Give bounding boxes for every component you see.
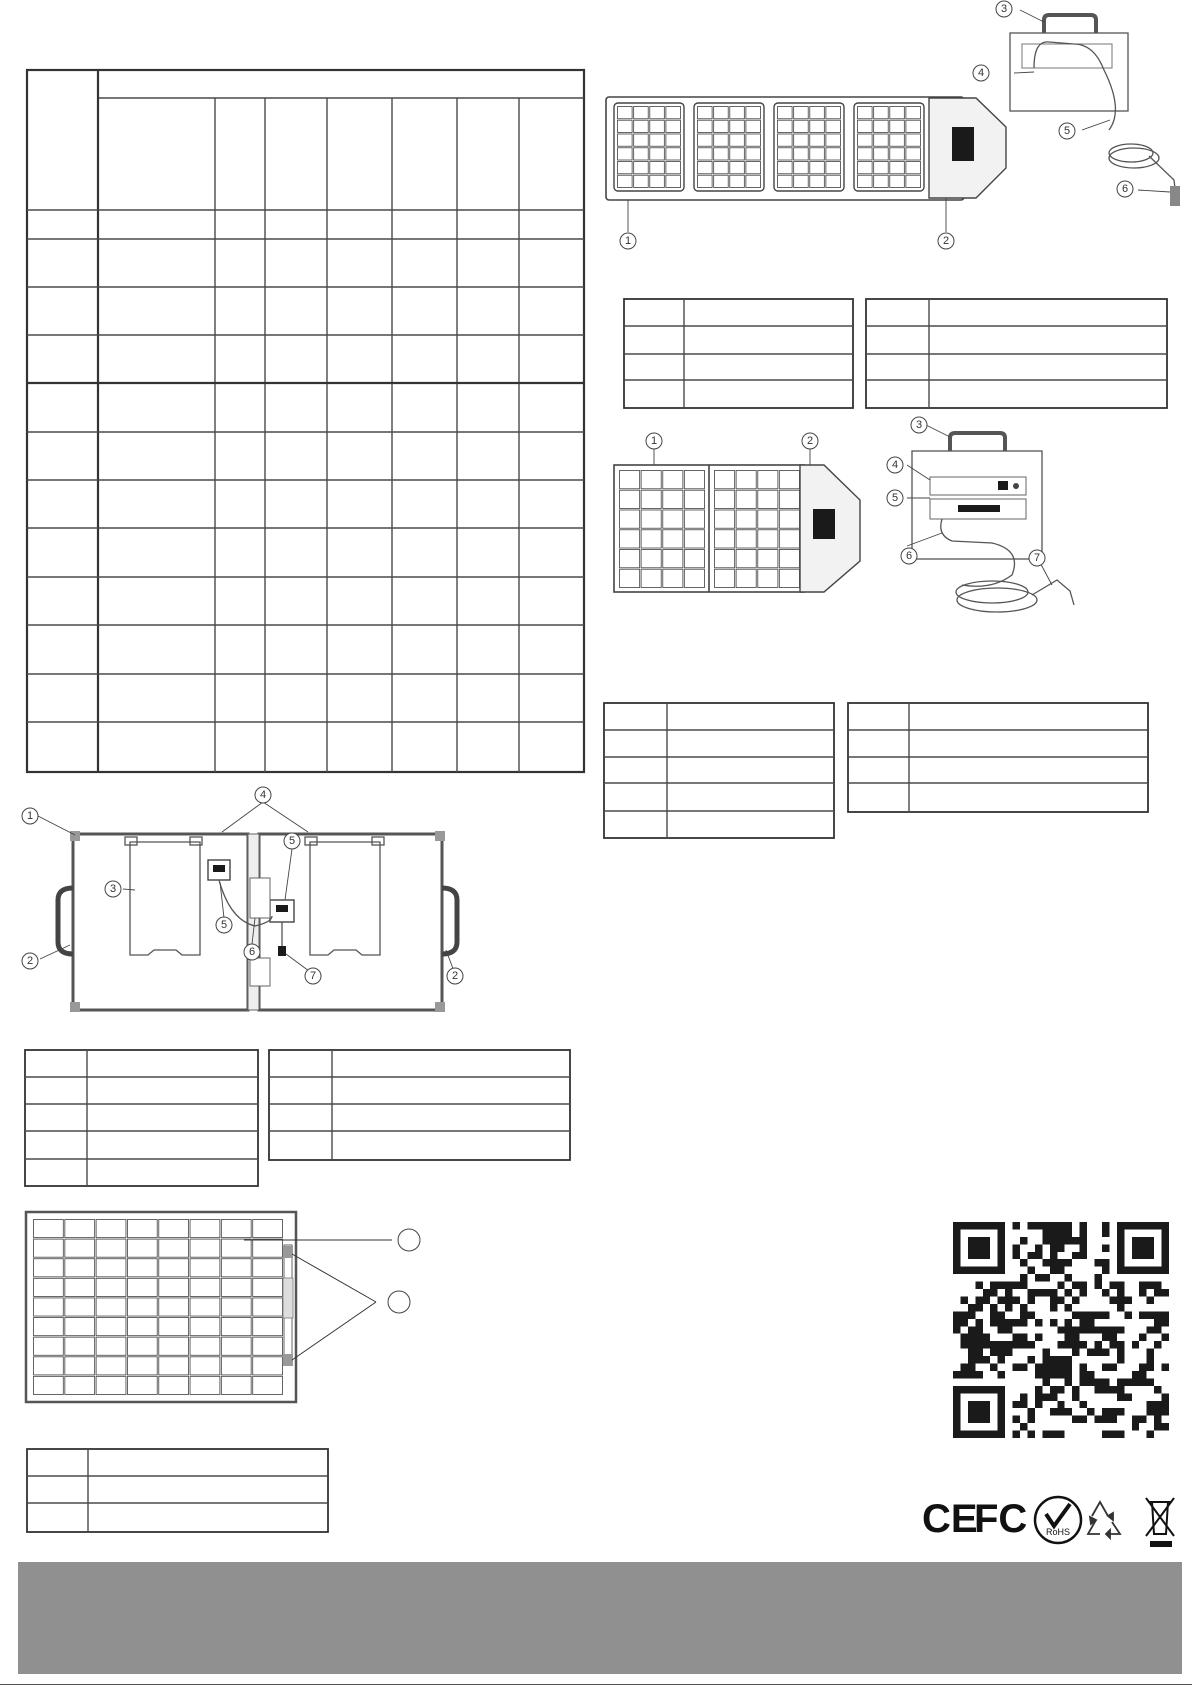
solar-cell: [620, 530, 640, 548]
solar-cell: [190, 1376, 220, 1394]
callout-6: [1117, 181, 1133, 197]
solar-cell: [253, 1318, 283, 1336]
solar-cell: [65, 1298, 95, 1316]
solar-cell: [190, 1298, 220, 1316]
solar-cell: [858, 162, 873, 174]
solar-cell: [810, 148, 825, 160]
callout-7: [305, 968, 321, 984]
solar-cell: [666, 134, 681, 146]
solar-cell: [620, 490, 640, 508]
solar-cell: [698, 107, 713, 119]
solar-cell: [666, 107, 681, 119]
solar-cell: [34, 1220, 64, 1238]
solar-cell: [858, 134, 873, 146]
solar-cell: [779, 569, 799, 587]
recycle-icon: [1088, 1502, 1120, 1538]
callout-4: [973, 65, 989, 81]
solar-cell: [746, 120, 761, 132]
solar-cell: [96, 1318, 126, 1336]
foldable-4-panel-diagram: [604, 0, 1192, 255]
solar-cell: [650, 162, 665, 174]
solar-cell: [253, 1298, 283, 1316]
solar-cell: [874, 175, 889, 187]
solar-cell: [826, 120, 841, 132]
solar-cell: [634, 120, 649, 132]
svg-text:CE: CE: [922, 1497, 978, 1541]
solar-cell: [34, 1376, 64, 1394]
solar-cell: [641, 471, 661, 489]
solar-cell: [778, 162, 793, 174]
callout-3: [996, 1, 1012, 17]
solar-cell: [253, 1239, 283, 1257]
solar-cell: [620, 550, 640, 568]
parts-table-c-left: [24, 1049, 260, 1188]
solar-cell: [715, 510, 735, 528]
solar-cell: [663, 490, 683, 508]
solar-cell: [221, 1259, 251, 1277]
solar-cell: [253, 1376, 283, 1394]
solar-cell: [127, 1278, 157, 1296]
solar-cell: [190, 1357, 220, 1375]
solar-cell: [858, 148, 873, 160]
solar-cell: [127, 1298, 157, 1316]
solar-cell: [190, 1259, 220, 1277]
callout-2: [22, 953, 38, 969]
solar-cell: [620, 510, 640, 528]
solar-cell: [758, 490, 778, 508]
solar-cell: [190, 1239, 220, 1257]
svg-text:4: 4: [891, 459, 899, 471]
solar-cell: [714, 107, 729, 119]
parts-table-c-right: [268, 1049, 572, 1162]
solar-cell: [826, 175, 841, 187]
ce-mark-icon: [922, 1497, 978, 1541]
solar-cell: [96, 1376, 126, 1394]
solar-cell: [778, 148, 793, 160]
fcc-mark-icon: [974, 1497, 1027, 1541]
callout-3: [911, 417, 927, 433]
svg-text:RoHS: RoHS: [1045, 1527, 1071, 1537]
svg-text:7: 7: [1033, 552, 1041, 564]
solar-cell: [159, 1357, 189, 1375]
solar-cell: [96, 1259, 126, 1277]
solar-cell: [714, 162, 729, 174]
solar-cell: [159, 1278, 189, 1296]
solar-cell: [65, 1239, 95, 1257]
solar-cell: [641, 550, 661, 568]
solar-cell: [698, 120, 713, 132]
solar-cell: [620, 471, 640, 489]
solar-cell: [159, 1318, 189, 1336]
footer-bar: [18, 1562, 1182, 1674]
solar-cell: [221, 1239, 251, 1257]
solar-cell: [159, 1220, 189, 1238]
solar-cell: [190, 1337, 220, 1355]
solar-cell: [730, 162, 745, 174]
qr-code-icon: [953, 1222, 1169, 1438]
solar-cell: [794, 175, 809, 187]
solar-cell: [890, 175, 905, 187]
solar-cell: [874, 162, 889, 174]
solar-cell: [684, 569, 704, 587]
solar-cell: [715, 569, 735, 587]
solar-cell: [906, 134, 921, 146]
solar-cell: [666, 175, 681, 187]
rigid-panel-diagram: [24, 1210, 434, 1405]
solar-cell: [858, 175, 873, 187]
solar-cell: [906, 162, 921, 174]
solar-cell: [221, 1318, 251, 1336]
solar-cell: [746, 175, 761, 187]
solar-cell: [794, 148, 809, 160]
solar-cell: [127, 1259, 157, 1277]
solar-cell: [253, 1337, 283, 1355]
solar-cell: [253, 1259, 283, 1277]
solar-cell: [906, 175, 921, 187]
solar-cell: [794, 107, 809, 119]
solar-cell: [906, 120, 921, 132]
solar-cell: [634, 162, 649, 174]
solar-cell: [906, 148, 921, 160]
solar-cell: [618, 175, 633, 187]
solar-cell: [618, 148, 633, 160]
callout-5b: [284, 833, 300, 849]
solar-cell: [698, 148, 713, 160]
solar-cell: [634, 148, 649, 160]
solar-cell: [34, 1239, 64, 1257]
solar-cell: [253, 1278, 283, 1296]
solar-cell: [874, 134, 889, 146]
solar-cell: [159, 1298, 189, 1316]
solar-cell: [34, 1259, 64, 1277]
svg-text:1: 1: [650, 435, 658, 447]
solar-cell: [618, 107, 633, 119]
svg-text:3: 3: [915, 419, 923, 431]
callout-1: [646, 433, 662, 449]
parts-table-b-right: [847, 702, 1150, 814]
parts-table-b-left: [603, 702, 836, 840]
solar-cell: [650, 107, 665, 119]
solar-cell: [778, 120, 793, 132]
solar-cell: [730, 120, 745, 132]
solar-cell: [779, 471, 799, 489]
solar-cell: [758, 510, 778, 528]
solar-cell: [618, 134, 633, 146]
solar-cell: [779, 530, 799, 548]
solar-cell: [684, 550, 704, 568]
solar-cell: [858, 120, 873, 132]
svg-text:4: 4: [977, 67, 985, 79]
solar-cell: [253, 1220, 283, 1238]
callout-5: [216, 917, 232, 933]
solar-cell: [96, 1337, 126, 1355]
solar-cell: [127, 1376, 157, 1394]
svg-text:2: 2: [806, 435, 814, 447]
solar-cell: [650, 120, 665, 132]
solar-cell: [221, 1298, 251, 1316]
solar-cell: [34, 1278, 64, 1296]
solar-cell: [714, 134, 729, 146]
solar-cell: [736, 471, 756, 489]
solar-cell: [890, 120, 905, 132]
svg-text:FC: FC: [974, 1497, 1028, 1541]
callout-7: [1029, 550, 1045, 566]
parts-table-a-right: [865, 298, 1169, 410]
solar-cell: [34, 1298, 64, 1316]
svg-text:2: 2: [26, 955, 34, 967]
solar-cell: [641, 510, 661, 528]
solar-cell: [746, 134, 761, 146]
solar-cell: [663, 530, 683, 548]
solar-cell: [746, 162, 761, 174]
callout-6: [901, 548, 917, 564]
solar-cell: [190, 1318, 220, 1336]
svg-text:5: 5: [220, 919, 228, 931]
solar-cell: [684, 490, 704, 508]
solar-cell: [634, 134, 649, 146]
solar-cell: [34, 1337, 64, 1355]
solar-cell: [890, 162, 905, 174]
svg-text:5: 5: [891, 492, 899, 504]
solar-cell: [698, 134, 713, 146]
solar-cell: [684, 530, 704, 548]
solar-cell: [634, 175, 649, 187]
solar-cell: [826, 148, 841, 160]
svg-text:5: 5: [288, 835, 296, 847]
solar-cell: [890, 148, 905, 160]
solar-cell: [810, 162, 825, 174]
solar-cell: [641, 530, 661, 548]
suitcase-panel-diagram: [10, 780, 480, 1022]
solar-cell: [666, 148, 681, 160]
solar-cell: [650, 175, 665, 187]
solar-cell: [874, 120, 889, 132]
solar-cell: [779, 550, 799, 568]
solar-cell: [221, 1220, 251, 1238]
solar-cell: [730, 175, 745, 187]
svg-text:1: 1: [624, 235, 632, 247]
solar-cell: [874, 148, 889, 160]
svg-text:6: 6: [248, 946, 256, 958]
rohs-check-icon: [1035, 1497, 1081, 1543]
solar-cell: [65, 1337, 95, 1355]
solar-cell: [65, 1220, 95, 1238]
solar-cell: [758, 569, 778, 587]
solar-cell: [127, 1337, 157, 1355]
svg-text:7: 7: [309, 970, 317, 982]
solar-cell: [810, 175, 825, 187]
parts-table-a-left: [623, 298, 855, 410]
solar-cell: [758, 530, 778, 548]
solar-cell: [684, 471, 704, 489]
solar-cell: [715, 471, 735, 489]
callout-4: [255, 787, 271, 803]
solar-cell: [650, 134, 665, 146]
callout-2: [938, 233, 954, 249]
solar-cell: [778, 134, 793, 146]
solar-cell: [778, 175, 793, 187]
solar-cell: [810, 134, 825, 146]
solar-cell: [620, 569, 640, 587]
solar-cell: [794, 134, 809, 146]
solar-cell: [826, 162, 841, 174]
solar-cell: [127, 1220, 157, 1238]
solar-cell: [221, 1376, 251, 1394]
solar-cell: [698, 175, 713, 187]
solar-cell: [906, 107, 921, 119]
solar-cell: [890, 134, 905, 146]
solar-cell: [190, 1220, 220, 1238]
solar-cell: [96, 1278, 126, 1296]
callout-2: [802, 433, 818, 449]
callout-6: [244, 944, 260, 960]
solar-cell: [618, 120, 633, 132]
solar-cell: [159, 1259, 189, 1277]
solar-cell: [730, 134, 745, 146]
solar-cell: [253, 1357, 283, 1375]
svg-text:6: 6: [1121, 183, 1129, 195]
solar-cell: [810, 107, 825, 119]
solar-cell: [663, 471, 683, 489]
solar-cell: [221, 1357, 251, 1375]
svg-text:1: 1: [26, 810, 34, 822]
solar-cell: [715, 550, 735, 568]
callout-5: [887, 490, 903, 506]
solar-cell: [730, 148, 745, 160]
solar-cell: [736, 490, 756, 508]
solar-cell: [826, 107, 841, 119]
solar-cell: [650, 148, 665, 160]
callout-3: [105, 881, 121, 897]
svg-text:3: 3: [109, 883, 117, 895]
solar-cell: [641, 490, 661, 508]
solar-cell: [190, 1278, 220, 1296]
solar-cell: [65, 1357, 95, 1375]
solar-cell: [65, 1278, 95, 1296]
solar-cell: [666, 120, 681, 132]
callout-5: [1059, 123, 1075, 139]
solar-cell: [34, 1318, 64, 1336]
solar-cell: [159, 1337, 189, 1355]
foldable-2-panel-diagram: [612, 415, 1082, 630]
svg-text:5: 5: [1063, 125, 1071, 137]
solar-cell: [794, 162, 809, 174]
solar-cell: [65, 1259, 95, 1277]
svg-text:2: 2: [942, 235, 950, 247]
solar-cell: [618, 162, 633, 174]
solar-cell: [736, 510, 756, 528]
solar-cell: [779, 490, 799, 508]
solar-cell: [663, 550, 683, 568]
solar-cell: [666, 162, 681, 174]
solar-cell: [65, 1318, 95, 1336]
certification-marks: [920, 1490, 1186, 1550]
solar-cell: [746, 107, 761, 119]
solar-cell: [715, 490, 735, 508]
solar-cell: [730, 107, 745, 119]
callout-1: [22, 808, 38, 824]
solar-cell: [127, 1357, 157, 1375]
solar-cell: [874, 107, 889, 119]
solar-cell: [890, 107, 905, 119]
solar-cell: [34, 1357, 64, 1375]
solar-cell: [715, 530, 735, 548]
solar-cell: [663, 510, 683, 528]
callout-2b: [447, 968, 463, 984]
solar-cell: [810, 120, 825, 132]
weee-crossed-bin-icon: [1146, 1498, 1174, 1547]
solar-cell: [794, 120, 809, 132]
solar-cell: [714, 148, 729, 160]
solar-cell: [96, 1298, 126, 1316]
solar-cell: [714, 120, 729, 132]
solar-cell: [663, 569, 683, 587]
svg-text:3: 3: [1000, 3, 1008, 15]
svg-text:2: 2: [451, 970, 459, 982]
spec-table: [27, 70, 587, 775]
solar-cell: [746, 148, 761, 160]
solar-cell: [96, 1239, 126, 1257]
solar-cell: [736, 550, 756, 568]
solar-cell: [826, 134, 841, 146]
solar-cell: [96, 1357, 126, 1375]
solar-cell: [221, 1337, 251, 1355]
solar-cell: [221, 1278, 251, 1296]
solar-cell: [778, 107, 793, 119]
parts-table-d: [26, 1448, 330, 1534]
solar-cell: [96, 1220, 126, 1238]
solar-cell: [758, 471, 778, 489]
solar-cell: [758, 550, 778, 568]
solar-cell: [127, 1318, 157, 1336]
solar-cell: [634, 107, 649, 119]
solar-cell: [65, 1376, 95, 1394]
solar-cell: [736, 569, 756, 587]
solar-cell: [736, 530, 756, 548]
solar-cell: [127, 1239, 157, 1257]
callout-1: [620, 233, 636, 249]
solar-cell: [159, 1376, 189, 1394]
solar-cell: [684, 510, 704, 528]
svg-text:6: 6: [905, 550, 913, 562]
solar-cell: [641, 569, 661, 587]
solar-cell: [714, 175, 729, 187]
solar-cell: [698, 162, 713, 174]
solar-cell: [858, 107, 873, 119]
svg-text:4: 4: [259, 789, 267, 801]
solar-cell: [159, 1239, 189, 1257]
callout-4: [887, 457, 903, 473]
solar-cell: [779, 510, 799, 528]
